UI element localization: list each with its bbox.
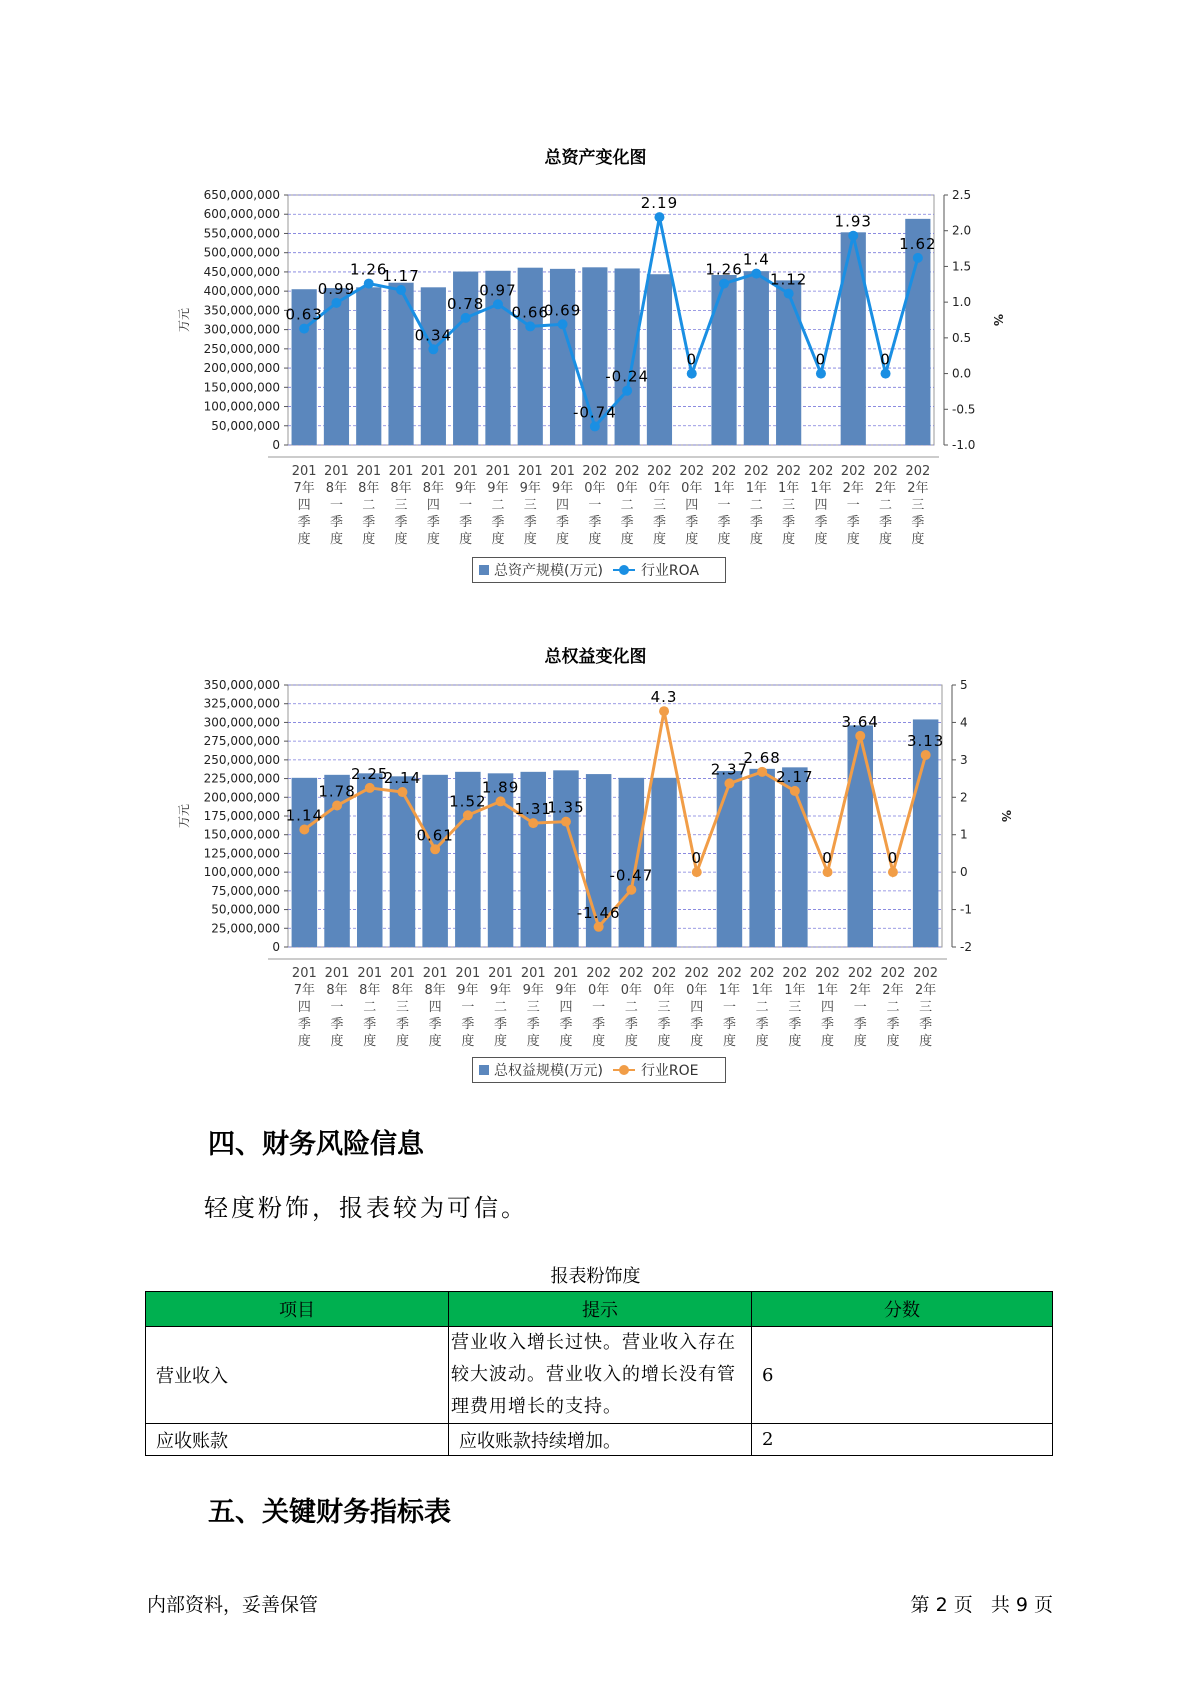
x-tick-label: 202 2年二季度 [880,966,906,1049]
legend-line-label: 行业ROA [640,563,700,579]
line-point [692,867,702,877]
bar [421,287,446,445]
y-tick-label: 0 [272,438,280,452]
data-label: 3.64 [841,712,879,731]
x-tick-label: 202 0年一季度 [582,464,608,547]
y-tick-label: 250,000,000 [203,341,280,356]
y2-tick-label: -0.5 [952,402,976,417]
bar [619,778,645,947]
bar [711,275,736,445]
line-point [396,285,406,295]
data-label: 2.37 [710,760,749,779]
legend-bar-swatch [479,1065,489,1075]
data-label: 0.99 [317,279,356,298]
bar [615,268,640,445]
col-header-hint: 提示 [449,1292,752,1327]
bar [749,769,775,947]
x-tick-label: 202 0年四季度 [679,464,705,547]
table-row [146,1327,1053,1424]
data-label: 0 [887,849,899,868]
y-tick-label: 100,000,000 [203,399,280,414]
y2-tick-label: 2.0 [952,223,972,238]
y-tick-label: 25,000,000 [211,921,280,936]
bar [717,771,743,947]
y2-tick-label: 4 [960,715,968,730]
data-label: 1.93 [834,212,872,231]
x-tick-label: 202 0年三季度 [647,464,672,547]
data-label: 0 [691,849,703,868]
data-label: 0 [822,849,833,868]
footer-page-number: 第 2 页 共 9 页 [910,1594,1053,1616]
legend-bar-label: 总资产规模(万元) [494,563,603,579]
y2-tick-label: 0.5 [952,330,972,345]
line-point [626,885,636,895]
x-tick-label: 201 8年四季度 [420,464,446,547]
data-label: 1.89 [481,778,520,797]
line-point [881,369,891,379]
x-tick-label: 202 1年二季度 [743,464,769,547]
risk-table [145,1291,1053,1456]
footer-confidential: 内部资料，妥善保管 [147,1594,319,1616]
x-tick-label: 202 2年三季度 [913,966,939,1049]
line-point [590,421,600,431]
x-tick-label: 201 8年三季度 [388,464,414,547]
x-tick-label: 201 9年三季度 [520,966,546,1049]
y2-tick-label: 0 [960,865,968,880]
line-point [299,824,309,834]
y2-tick-label: 1 [960,827,968,842]
data-label: 1.14 [285,806,324,825]
y-tick-label: 175,000,000 [203,809,280,823]
y2-tick-label: 3 [960,752,968,767]
row-item: 应收账款 [146,1424,449,1456]
bar [553,770,579,947]
x-tick-label: 201 8年四季度 [422,966,448,1049]
x-tick-label: 202 1年四季度 [808,464,834,547]
data-label: -0.74 [572,403,617,422]
line-point [784,289,794,299]
data-label: 0.66 [511,303,549,322]
line-point [463,810,473,820]
table-caption: 报表粉饰度 [550,1266,641,1287]
data-label: -1.46 [576,903,621,922]
data-label: 1.78 [318,782,356,801]
row-score: 6 [752,1327,1053,1424]
data-label: 2.19 [640,194,679,213]
y-tick-label: 450,000,000 [203,264,280,279]
line-point [921,750,931,760]
chart2-title: 总权益变化图 [544,647,647,667]
line-point [751,269,761,279]
y-tick-label: 75,000,000 [211,883,280,898]
risk-summary: 轻度粉饰，报表较为可信。 [204,1194,528,1222]
data-label: 2.25 [351,764,389,783]
x-tick-label: 202 1年三季度 [776,464,802,547]
line-point [687,369,697,379]
data-label: 0.63 [285,305,323,324]
y2-axis-label: % [999,809,1013,823]
bar [847,725,873,947]
data-label: 1.62 [899,234,937,253]
line-point [913,253,923,263]
y-tick-label: 275,000,000 [203,734,280,749]
col-header-item: 项目 [146,1292,449,1327]
line-point [659,706,669,716]
x-tick-label: 202 2年一季度 [847,966,873,1049]
line-point [332,801,342,811]
y2-tick-label: 1.5 [952,259,972,274]
line-point [331,298,341,308]
bar [776,280,801,445]
x-tick-label: 202 2年二季度 [873,464,898,547]
line-point [461,313,471,323]
chart1-legend [472,557,726,583]
y2-tick-label: -1 [960,902,972,917]
line-point [622,386,632,396]
y-tick-label: 300,000,000 [203,715,280,730]
y2-tick-label: -2 [960,940,972,954]
line-point [496,796,506,806]
data-label: 2.14 [383,769,422,788]
x-tick-label: 201 9年一季度 [455,966,481,1049]
data-label: -0.47 [609,866,654,885]
data-label: 0.69 [543,301,582,320]
bar [651,778,677,947]
line-point [365,783,375,793]
x-tick-label: 202 1年一季度 [711,464,737,547]
x-tick-label: 201 9年二季度 [485,464,511,547]
y-tick-label: 200,000,000 [203,361,280,376]
y-tick-label: 500,000,000 [203,245,280,260]
x-tick-label: 201 9年四季度 [550,464,575,547]
y-tick-label: 50,000,000 [211,902,280,917]
y-tick-label: 0 [272,940,280,954]
row-hint: 应收账款持续增加。 [449,1424,752,1456]
line-point [823,867,833,877]
section4-heading: 四、财务风险信息 [208,1129,424,1160]
x-tick-label: 201 8年一季度 [324,966,350,1049]
y-tick-label: 250,000,000 [203,752,280,767]
legend-bar-label: 总权益规模(万元) [494,1063,603,1079]
x-tick-label: 202 2年三季度 [905,464,931,547]
legend-line-swatch [613,565,635,575]
line-point [594,922,604,932]
line-point [428,344,438,354]
data-label: 1.26 [350,260,388,279]
line-point [719,279,729,289]
data-label: 1.17 [382,267,420,285]
line-point [364,279,374,289]
bar [518,268,543,445]
y-tick-label: 325,000,000 [203,696,280,711]
line-point [848,231,858,241]
y-tick-label: 350,000,000 [203,303,280,318]
x-tick-label: 201 9年三季度 [517,464,543,547]
table-header-row [146,1292,1053,1327]
line-point [561,817,571,827]
x-tick-label: 202 1年三季度 [782,966,808,1049]
bar [520,772,546,947]
y2-tick-label: 2.5 [952,188,972,202]
data-label: 0.97 [479,281,517,300]
data-label: 4.3 [650,688,678,707]
x-tick-label: 202 0年二季度 [614,464,640,547]
data-label: 0 [815,350,827,369]
x-tick-label: 201 8年一季度 [324,464,349,547]
line-point [558,319,568,329]
col-header-score: 分数 [752,1292,1053,1327]
y-tick-label: 200,000,000 [203,790,280,805]
y-tick-label: 300,000,000 [203,322,280,337]
data-label: 1.52 [449,792,487,811]
line-point [757,767,767,777]
y-tick-label: 125,000,000 [203,846,280,861]
row-item: 营业收入 [146,1327,449,1424]
x-tick-label: 202 2年一季度 [840,464,866,547]
x-tick-label: 202 0年一季度 [586,966,612,1049]
data-label: 0.61 [416,826,454,845]
data-label: 1.4 [742,250,770,269]
row-hint: 营业收入增长过快。营业收入存在较大波动。营业收入的增长没有管理费用增长的支持。 [449,1327,752,1424]
y-tick-label: 150,000,000 [203,380,280,395]
line-point [724,778,734,788]
x-tick-label: 202 0年四季度 [684,966,710,1049]
x-tick-label: 201 7年四季度 [291,966,317,1049]
bar [647,274,672,445]
legend-line-swatch [613,1065,635,1075]
data-label: 2.17 [776,767,814,786]
bar [356,287,381,445]
total-assets-chart [0,175,1191,555]
y-axis-label: 万元 [177,803,191,829]
y-tick-label: 100,000,000 [203,865,280,880]
y-tick-label: 650,000,000 [203,188,280,202]
bar [357,773,383,947]
x-tick-label: 201 8年二季度 [357,966,383,1049]
line-point [493,299,503,309]
y-tick-label: 350,000,000 [203,678,280,692]
bar [422,775,448,947]
line-point [430,844,440,854]
section5-heading: 五、关键财务指标表 [208,1497,451,1528]
data-label: 3.13 [906,731,945,750]
line-point [855,731,865,741]
y2-tick-label: 0.0 [952,366,972,381]
line-point [528,818,538,828]
x-tick-label: 202 1年一季度 [717,966,742,1049]
line-point [525,321,535,331]
chart2-legend [472,1057,726,1083]
data-label: 2.68 [743,748,781,767]
data-label: 1.35 [547,798,585,817]
bar [292,778,318,947]
data-label: -0.24 [605,367,650,386]
x-tick-label: 201 9年一季度 [453,464,479,547]
line-point [888,867,898,877]
data-label: 1.31 [514,800,552,819]
data-label: 0.78 [446,294,485,313]
x-tick-label: 201 8年二季度 [356,464,382,547]
y-tick-label: 550,000,000 [203,226,280,241]
data-label: 0.34 [414,326,453,345]
line-point [654,212,664,222]
legend-line-label: 行业ROE [640,1063,699,1079]
y-tick-label: 600,000,000 [203,207,280,222]
y-tick-label: 150,000,000 [203,827,280,842]
data-label: 1.26 [705,260,743,279]
total-equity-chart [0,675,1191,1055]
row-score: 2 [752,1424,1053,1456]
x-tick-label: 202 0年三季度 [651,966,677,1049]
y2-axis-label: % [991,313,1005,327]
y2-tick-label: -1.0 [952,438,976,452]
bar [744,271,769,445]
x-tick-label: 202 1年二季度 [749,966,775,1049]
data-label: 0 [880,350,891,369]
x-tick-label: 202 1年四季度 [815,966,840,1049]
legend-bar-swatch [479,565,489,575]
y-axis-label: 万元 [177,307,191,333]
x-tick-label: 201 9年二季度 [488,966,513,1049]
y-tick-label: 225,000,000 [203,771,280,786]
line-point [299,324,309,334]
x-tick-label: 201 9年四季度 [553,966,579,1049]
line-point [816,369,826,379]
data-label: 1.12 [769,270,808,289]
bar [390,776,416,947]
y2-tick-label: 5 [960,678,968,692]
y2-tick-label: 2 [960,790,968,805]
data-label: 0 [686,350,698,369]
y-tick-label: 400,000,000 [203,284,280,299]
chart1-title: 总资产变化图 [544,148,647,168]
x-tick-label: 201 8年三季度 [390,966,415,1049]
bar [841,232,866,445]
x-tick-label: 202 0年二季度 [618,966,644,1049]
line-point [397,787,407,797]
line-point [790,786,800,796]
y2-tick-label: 1.0 [952,295,972,310]
x-tick-label: 201 7年四季度 [291,464,317,547]
table-row [146,1424,1053,1456]
y-tick-label: 50,000,000 [211,418,280,433]
